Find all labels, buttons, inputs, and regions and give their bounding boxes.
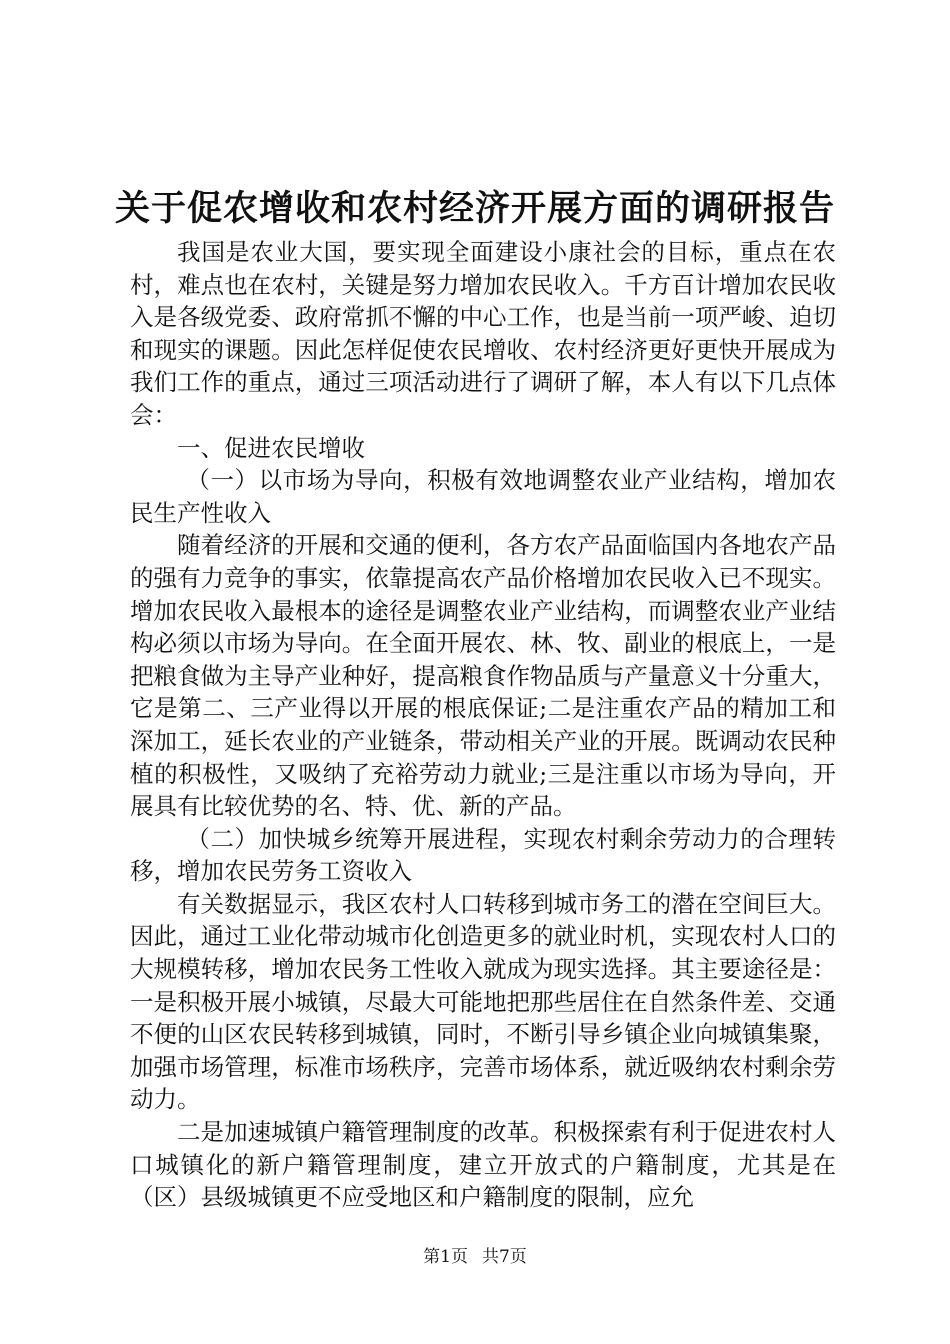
page-footer xyxy=(0,1246,950,1268)
section-heading: 一、促进农民增收 xyxy=(177,433,365,462)
subsection-heading: （一）以市场为导向，积极有效地调整农业产业结构，增加农民生产性收入 xyxy=(130,466,836,527)
paragraph: 随着经济的开展和交通的便利，各方农产品面临国内各地农产品的强有力竞争的事实，依靠提高农产品价格增加农民收入已不现实。增加农民收入最根本的途径是调整农业产业结构，而调整农业产业结构必须以市场为导向。在全面开展农、林、牧、副业的根底上，一是把粮食做为主导产业种好，提高粮食作物品质与产量意义十分重大，它是第二、三产业得以开展的根底保证;二是注重农产品的精加工和深加工，延长农业的产业链条，带动相关产业的开展。既调动农民种植的积极性，又吸纳了充裕劳动力就业;三是注重以市场为导向，开展具有比较优势的名、特、优、新的产品。 xyxy=(130,531,836,821)
subsection-heading: （二）加快城乡统筹开展进程，实现农村剩余劳动力的合理转移，增加农民劳务工资收入 xyxy=(130,824,836,886)
paragraph: 我国是农业大国，要实现全面建设小康社会的目标，重点在农村，难点也在农村，关键是努力增加农民收入。千方百计增加农民收入是各级党委、政府常抓不懈的中心工作，也是当前一项严峻、迫切和现实的课题。因此怎样促使农民增收、农村经济更好更快开展成为我们工作的重点，通过三项活动进行了调研了解，本人有以下几点体会： xyxy=(130,238,836,429)
page-total: 共7页 xyxy=(482,1247,527,1267)
document-title: 关于促农增收和农村经济开展方面的调研报告 xyxy=(114,188,835,229)
document-body xyxy=(130,236,836,1214)
page-number: 第1页 xyxy=(423,1247,468,1267)
paragraph: 有关数据显示，我区农村人口转移到城市务工的潜在空间巨大。因此，通过工业化带动城市化创造更多的就业时机，实现农村人口的大规模转移，增加农民务工性收入就成为现实选择。其主要途径是：一是积极开展小城镇，尽最大可能地把那些居住在自然条件差、交通不便的山区农民转移到城镇，同时，不断引导乡镇企业向城镇集聚，加强市场管理，标准市场秩序，完善市场体系，就近吸纳农村剩余劳动力。 xyxy=(130,889,836,1114)
paragraph: 二是加速城镇户籍管理制度的改革。积极探索有利于促进农村人口城镇化的新户籍管理制度，建立开放式的户籍制度，尤其是在（区）县级城镇更不应受地区和户籍制度的限制，应允 xyxy=(130,1118,836,1212)
